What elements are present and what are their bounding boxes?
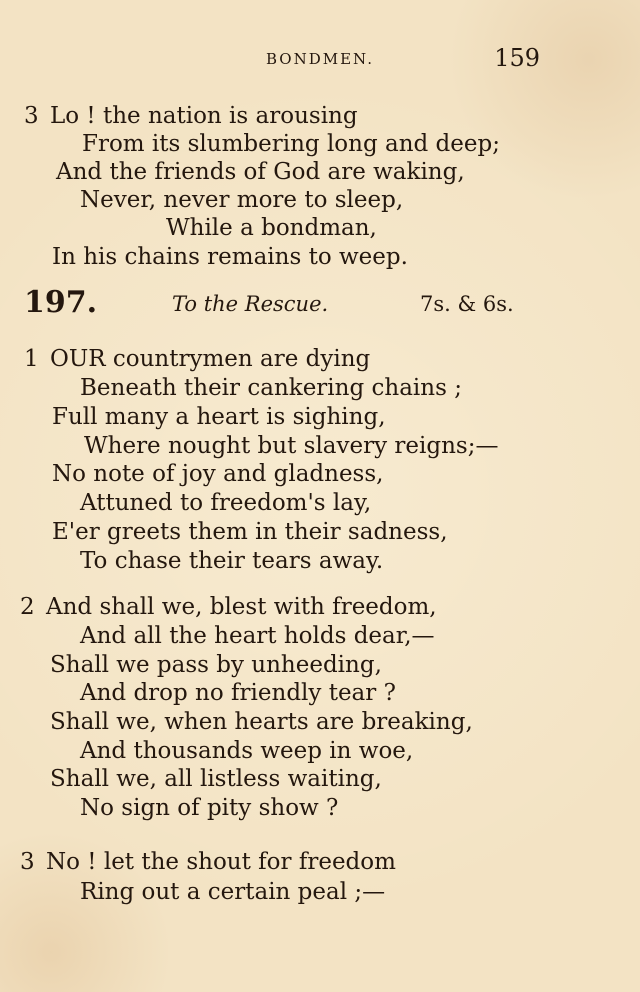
stanza-line: Shall we, all listless waiting, — [50, 766, 382, 792]
stanza-line: 3 No ! let the shout for freedom — [20, 849, 396, 875]
stanza-line: Never, never more to sleep, — [80, 187, 404, 213]
stanza-line: Shall we, when hearts are breaking, — [50, 709, 473, 735]
page-number: 159 — [494, 44, 540, 72]
stanza-line: And the friends of God are waking, — [56, 159, 465, 185]
stanza-line: Full many a heart is sighing, — [52, 404, 386, 430]
stanza-line: 3 Lo ! the nation is arousing — [24, 103, 358, 129]
hymn-title: To the Rescue. — [172, 292, 329, 316]
stanza-line: E'er greets them in their sadness, — [52, 519, 448, 545]
stanza-number: 2 — [20, 594, 35, 620]
stanza-line: Attuned to freedom's lay, — [80, 490, 372, 516]
stanza-line: To chase their tears away. — [80, 548, 384, 574]
stanza-number: 3 — [24, 103, 39, 129]
stanza-line: From its slumbering long and deep; — [82, 131, 500, 157]
stanza-line: Ring out a certain peal ;— — [80, 879, 386, 905]
stanza-line: 2 And shall we, blest with freedom, — [20, 594, 437, 620]
stanza-line: And all the heart holds dear,— — [80, 623, 435, 649]
running-title: BONDMEN. — [266, 50, 374, 68]
hymn-number: 197. — [24, 285, 98, 320]
stanza-number: 1 — [24, 346, 39, 372]
stanza-line: No sign of pity show ? — [80, 795, 339, 821]
stanza-line: Shall we pass by unheeding, — [50, 652, 382, 678]
hymn-meter: 7s. & 6s. — [420, 292, 514, 316]
stanza-line: And thousands weep in woe, — [80, 738, 414, 764]
stanza-line: While a bondman, — [166, 215, 377, 241]
stanza-number: 3 — [20, 849, 35, 875]
stanza-line: Where nought but slavery reigns;— — [84, 433, 499, 459]
stanza-line: 1 OUR countrymen are dying — [24, 346, 371, 372]
stanza-line: No note of joy and gladness, — [52, 461, 384, 487]
stanza-line: Beneath their cankering chains ; — [80, 375, 462, 401]
stanza-line: And drop no friendly tear ? — [80, 680, 396, 706]
stanza-line: In his chains remains to weep. — [52, 244, 408, 270]
